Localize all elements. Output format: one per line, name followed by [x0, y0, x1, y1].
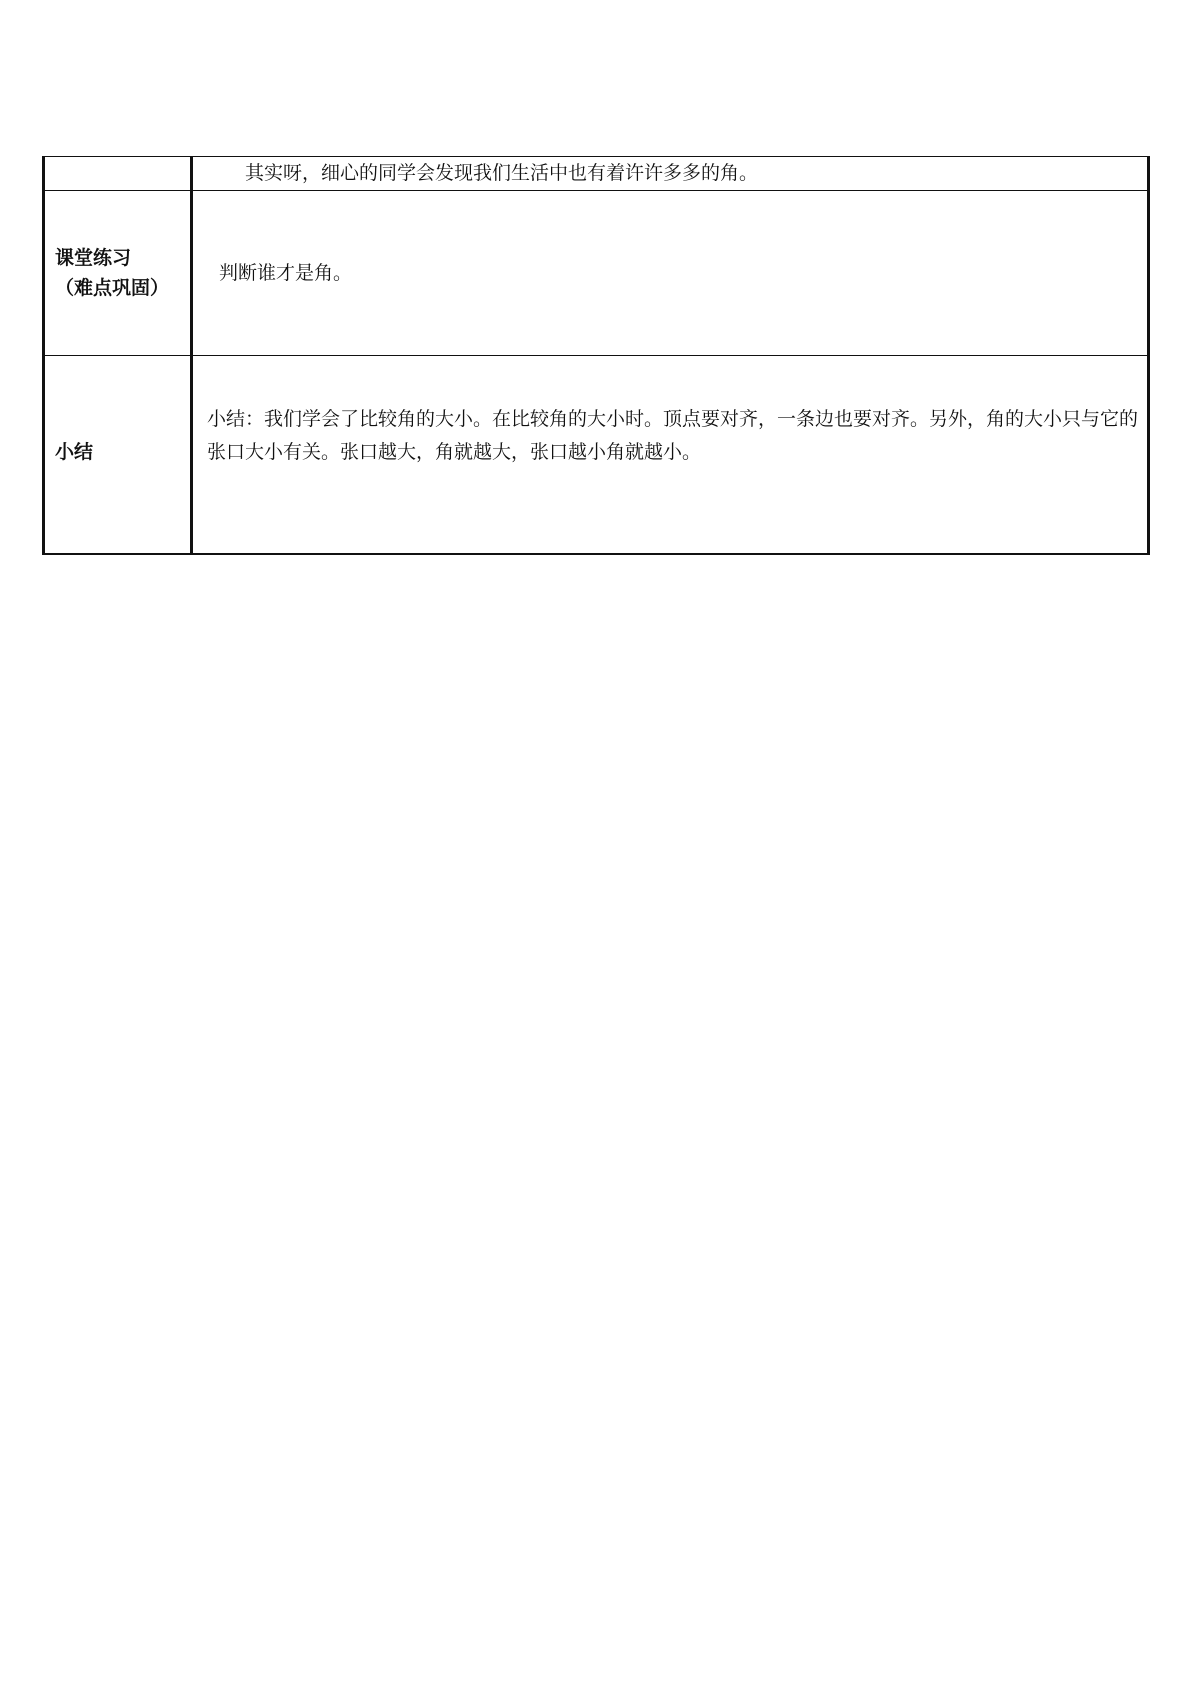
- practice-text: 判断谁才是角。: [219, 261, 353, 284]
- row-label-practice: [44, 191, 192, 356]
- row-label-summary: [44, 356, 192, 554]
- row-content-practice: [192, 191, 1149, 356]
- row-label-empty: [44, 157, 192, 191]
- table-row-practice: [44, 191, 1149, 356]
- row-content-intro: [192, 157, 1149, 191]
- intro-text: 其实呀，细心的同学会发现我们生活中也有着许许多多的角。: [245, 162, 759, 184]
- practice-label-line-2: （难点巩固）: [55, 277, 170, 299]
- lesson-plan-table: [42, 156, 1150, 555]
- summary-label: 小结: [55, 441, 94, 464]
- summary-text: 小结：我们学会了比较角的大小。在比较角的大小时。顶点要对齐，一条边也要对齐。另外，角的大小只与它的张口大小有关。张口越大，角就越大，张口越小角就越小。: [207, 408, 1139, 464]
- table-row-intro: [44, 157, 1149, 191]
- row-content-summary: [192, 356, 1149, 554]
- practice-label-line-1: 课堂练习: [55, 247, 132, 269]
- table-row-summary: [44, 356, 1149, 554]
